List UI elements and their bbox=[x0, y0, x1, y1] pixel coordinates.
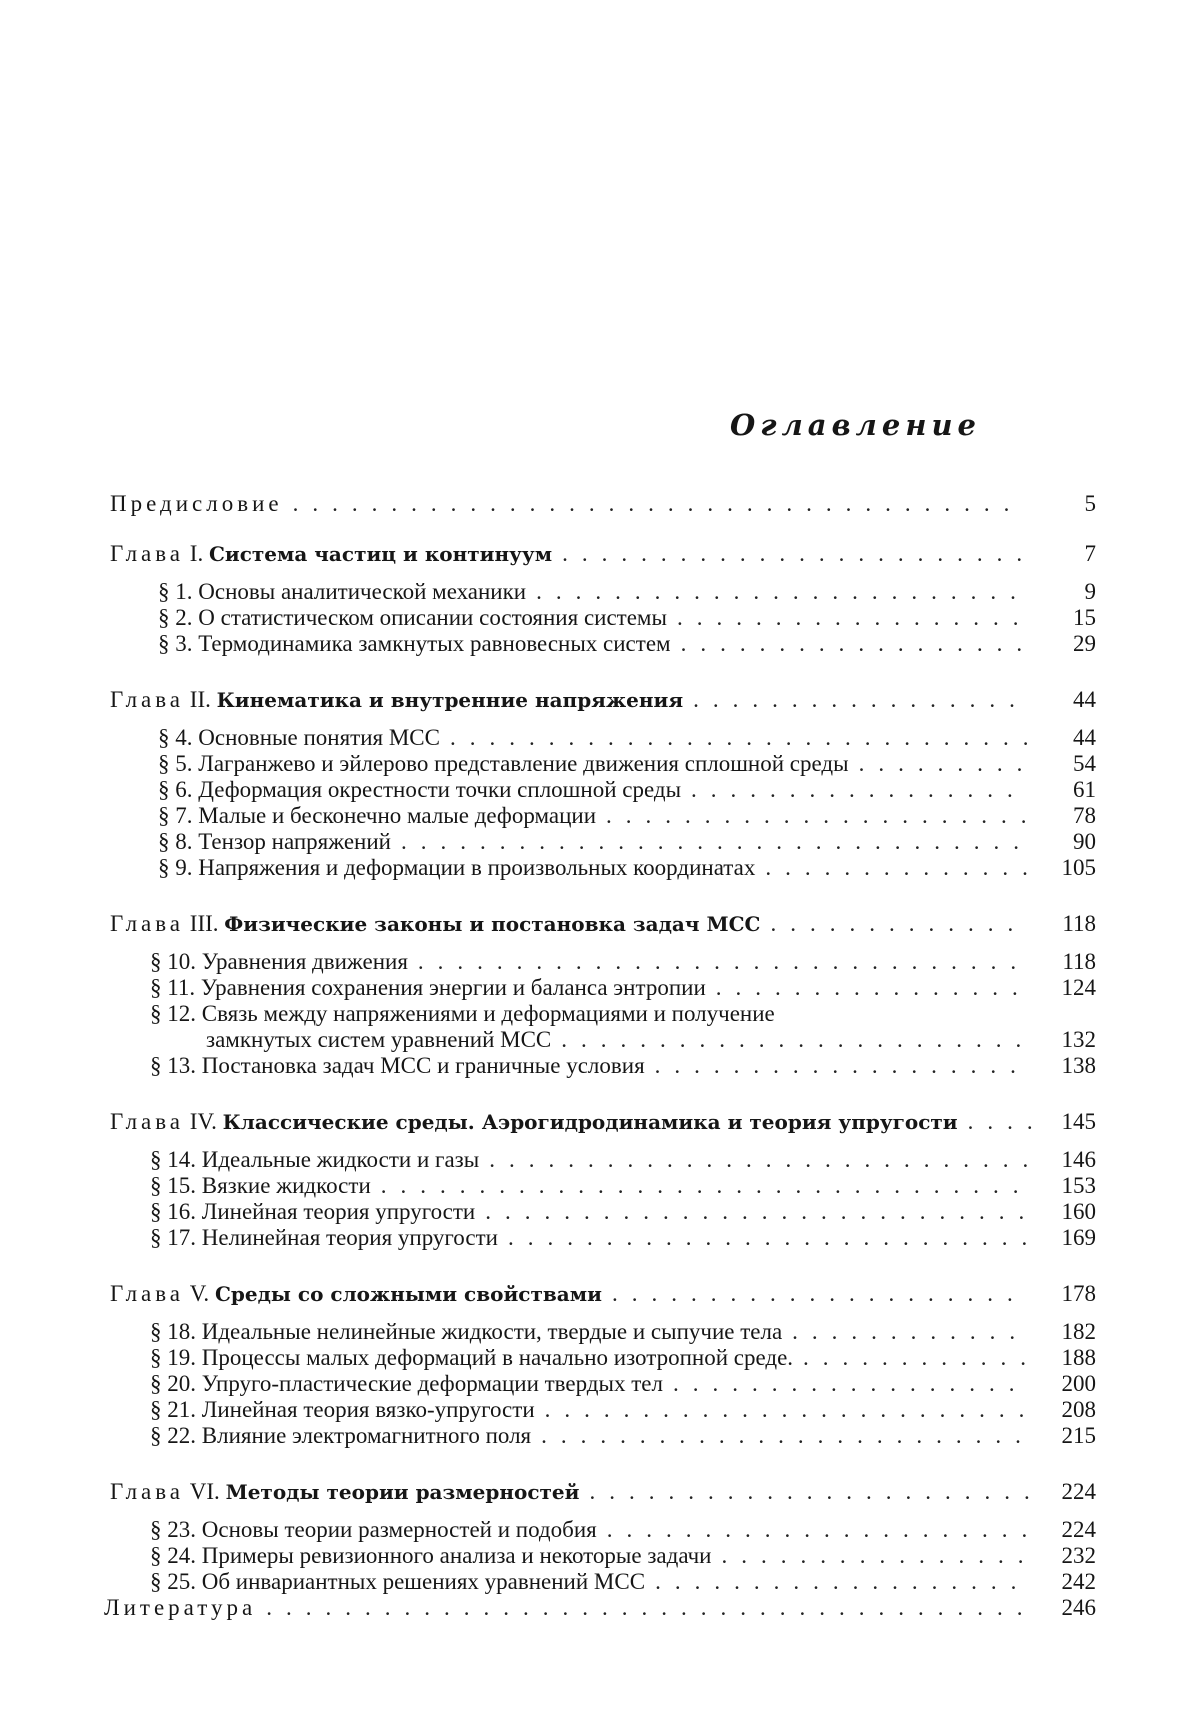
toc-section-24-text bbox=[150, 1543, 712, 1569]
section-number: § 18. bbox=[150, 1319, 196, 1344]
chapter-number: IV. bbox=[189, 1109, 217, 1134]
toc-chapter-4-text bbox=[110, 1109, 958, 1135]
section-title: Линейная теория вязко-упругости bbox=[201, 1397, 535, 1422]
chapter-prefix: Глава bbox=[110, 1479, 185, 1504]
section-number: § 25. bbox=[150, 1569, 196, 1594]
toc-section-12-text bbox=[206, 1027, 551, 1053]
chapter-name: Физические законы и постановка задач МСС bbox=[224, 912, 761, 936]
toc-section-6[interactable] bbox=[158, 777, 1096, 803]
toc-section-1-text bbox=[158, 579, 526, 605]
section-number: § 16. bbox=[150, 1199, 196, 1224]
toc-section-10[interactable] bbox=[150, 949, 1096, 975]
toc-section-19-text bbox=[150, 1345, 793, 1371]
chapter-prefix: Глава bbox=[110, 911, 185, 936]
preface-label: Предисловие bbox=[110, 491, 283, 516]
toc-section-5-text bbox=[158, 751, 849, 777]
chapter-number: III. bbox=[189, 911, 219, 936]
dot-leader: ..................... bbox=[611, 1281, 1027, 1306]
chapter-prefix: Глава bbox=[110, 1281, 185, 1306]
chapter-number: VI. bbox=[189, 1479, 220, 1504]
toc-section-9-text bbox=[158, 855, 755, 881]
dot-leader: ......................... bbox=[536, 579, 1030, 604]
section-title: О статистическом описании состояния системы bbox=[198, 605, 667, 630]
page-number: 15 bbox=[1073, 605, 1096, 630]
section-title: Основы аналитической механики bbox=[198, 579, 527, 604]
toc-section-15[interactable] bbox=[150, 1173, 1096, 1199]
toc-section-22-text bbox=[150, 1423, 531, 1449]
toc-section-14-text bbox=[150, 1147, 479, 1173]
page-number: 200 bbox=[1061, 1371, 1096, 1396]
page-number: 105 bbox=[1061, 855, 1096, 880]
dot-leader: ............ bbox=[803, 1345, 1041, 1370]
toc-section-13[interactable] bbox=[150, 1053, 1096, 1079]
chapter-name: Система частиц и континуум bbox=[208, 542, 553, 566]
toc-section-18[interactable] bbox=[150, 1319, 1096, 1345]
toc-section-11[interactable] bbox=[150, 975, 1096, 1001]
section-title: Термодинамика замкнутых равновесных систем bbox=[198, 631, 671, 656]
chapter-number: I. bbox=[189, 541, 204, 566]
section-number: § 3. bbox=[158, 631, 193, 656]
toc-section-3[interactable] bbox=[158, 631, 1096, 657]
dot-leader: ................................ bbox=[400, 829, 1033, 854]
toc-section-23-text bbox=[150, 1517, 597, 1543]
section-title: Основы теории размерностей и подобия bbox=[201, 1517, 597, 1542]
chapter-prefix: Глава bbox=[110, 541, 185, 566]
page-number: 118 bbox=[1062, 911, 1096, 936]
dot-leader: ......................... bbox=[541, 1423, 1035, 1448]
section-number: § 10. bbox=[150, 949, 196, 974]
chapter-prefix: Глава bbox=[110, 687, 185, 712]
chapter-name: Среды со сложными свойствами bbox=[214, 1282, 602, 1306]
dot-leader: ..................................... bbox=[292, 491, 1024, 516]
toc-section-7[interactable] bbox=[158, 803, 1096, 829]
section-number: § 6. bbox=[158, 777, 193, 802]
dot-leader: ............. bbox=[770, 911, 1028, 936]
toc-section-15-text bbox=[150, 1173, 371, 1199]
section-title: Основные понятия МСС bbox=[198, 725, 440, 750]
toc-section-line bbox=[150, 1001, 775, 1027]
dot-leader: .................. bbox=[676, 605, 1033, 630]
section-title: Связь между напряжениями и деформациями и получение bbox=[201, 1001, 775, 1026]
dot-leader: ............ bbox=[792, 1319, 1030, 1344]
page-number: 224 bbox=[1061, 1517, 1096, 1542]
dot-leader: ................ bbox=[715, 975, 1032, 1000]
section-title: Идеальные жидкости и газы bbox=[201, 1147, 480, 1172]
page-number: 54 bbox=[1073, 751, 1096, 776]
toc-section-21-text bbox=[150, 1397, 535, 1423]
section-number: § 24. bbox=[150, 1543, 196, 1568]
page-number: 90 bbox=[1073, 829, 1096, 854]
toc-section-12[interactable] bbox=[206, 1027, 1096, 1053]
toc-preface[interactable] bbox=[110, 491, 1096, 517]
toc-section-25[interactable] bbox=[150, 1569, 1096, 1595]
dot-leader: ...................... bbox=[606, 1517, 1042, 1542]
toc-section-5[interactable] bbox=[158, 751, 1096, 777]
dot-leader: .............. bbox=[765, 855, 1042, 880]
toc-section-3-text bbox=[158, 631, 671, 657]
dot-leader: ....................................... bbox=[266, 1595, 1037, 1620]
page-number: 153 bbox=[1061, 1173, 1096, 1198]
toc-section-4[interactable] bbox=[158, 725, 1096, 751]
chapter-prefix: Глава bbox=[110, 1109, 185, 1134]
page-number: 242 bbox=[1061, 1569, 1096, 1594]
page-number: 7 bbox=[1084, 541, 1096, 566]
page-number: 145 bbox=[1061, 1109, 1096, 1134]
toc-section-17[interactable] bbox=[150, 1225, 1096, 1251]
page-number: 246 bbox=[1061, 1595, 1096, 1620]
toc-section-16[interactable] bbox=[150, 1199, 1096, 1225]
page-number: 132 bbox=[1061, 1027, 1096, 1052]
page-number: 232 bbox=[1061, 1543, 1096, 1568]
section-number: § 5. bbox=[158, 751, 193, 776]
section-number: § 15. bbox=[150, 1173, 196, 1198]
page-number: 9 bbox=[1084, 579, 1096, 604]
section-number: § 8. bbox=[158, 829, 193, 854]
chapter-number: II. bbox=[189, 687, 211, 712]
section-title: Влияние электромагнитного поля bbox=[201, 1423, 532, 1448]
dot-leader: ...................... bbox=[606, 803, 1041, 828]
section-title: Об инвариантных решениях уравнений МСС bbox=[201, 1569, 646, 1594]
dot-leader: ............................ bbox=[489, 1147, 1043, 1172]
section-number: § 19. bbox=[150, 1345, 196, 1370]
section-number: § 9. bbox=[158, 855, 193, 880]
toc-section-20-text bbox=[150, 1371, 663, 1397]
toc-section-23[interactable] bbox=[150, 1517, 1096, 1543]
toc-section-2-text bbox=[158, 605, 667, 631]
toc-section-6-text bbox=[158, 777, 681, 803]
toc-chapter-2[interactable] bbox=[110, 687, 1096, 713]
toc-section-8-text bbox=[158, 829, 391, 855]
section-number: § 22. bbox=[150, 1423, 196, 1448]
page-number: 182 bbox=[1061, 1319, 1096, 1344]
section-title: Линейная теория упругости bbox=[201, 1199, 476, 1224]
section-title: Упруго-пластические деформации твердых тел bbox=[201, 1371, 663, 1396]
dot-leader: ........................ bbox=[562, 541, 1037, 566]
toc-section-4-text bbox=[158, 725, 440, 751]
section-number: § 11. bbox=[150, 975, 196, 1000]
section-number: § 4. bbox=[158, 725, 193, 750]
dot-leader: ................ bbox=[721, 1543, 1038, 1568]
page-number: 138 bbox=[1061, 1053, 1096, 1078]
chapter-name: Методы теории размерностей bbox=[225, 1480, 580, 1504]
toc-chapter-5-text bbox=[110, 1281, 602, 1307]
toc-section-24[interactable] bbox=[150, 1543, 1096, 1569]
section-number: § 2. bbox=[158, 605, 193, 630]
page-number: 178 bbox=[1061, 1281, 1096, 1306]
literature-label: Литература bbox=[104, 1595, 257, 1620]
chapter-name: Классические среды. Аэрогидродинамика и теория упругости bbox=[222, 1110, 958, 1134]
page-number: 224 bbox=[1061, 1479, 1096, 1504]
dot-leader: .................. bbox=[672, 1371, 1029, 1396]
toc-section-22[interactable] bbox=[150, 1423, 1096, 1449]
section-number: § 21. bbox=[150, 1397, 196, 1422]
section-title: Деформация окрестности точки сплошной среды bbox=[198, 777, 682, 802]
dot-leader: ........................ bbox=[561, 1027, 1036, 1052]
section-number: § 7. bbox=[158, 803, 193, 828]
section-title: Вязкие жидкости bbox=[201, 1173, 371, 1198]
toc-chapter-4[interactable] bbox=[110, 1109, 1096, 1135]
toc-chapter-1[interactable] bbox=[110, 541, 1096, 567]
dot-leader: ......... bbox=[858, 751, 1037, 776]
section-number: § 14. bbox=[150, 1147, 196, 1172]
toc-section-19[interactable] bbox=[150, 1345, 1096, 1371]
section-number: § 20. bbox=[150, 1371, 196, 1396]
section-title: Нелинейная теория упругости bbox=[201, 1225, 498, 1250]
toc-section-18-text bbox=[150, 1319, 782, 1345]
page-number: 124 bbox=[1061, 975, 1096, 1000]
page-number: 44 bbox=[1073, 725, 1096, 750]
page-number: 78 bbox=[1073, 803, 1096, 828]
toc-section-10-text bbox=[150, 949, 408, 975]
page-number: 160 bbox=[1061, 1199, 1096, 1224]
dot-leader: ......................... bbox=[544, 1397, 1039, 1422]
page-number: 146 bbox=[1061, 1147, 1096, 1172]
page-number: 169 bbox=[1061, 1225, 1096, 1250]
toc-section-8[interactable] bbox=[158, 829, 1096, 855]
toc-section-14[interactable] bbox=[150, 1147, 1096, 1173]
toc-section-7-text bbox=[158, 803, 596, 829]
page-number: 29 bbox=[1073, 631, 1096, 656]
dot-leader: ................. bbox=[691, 777, 1027, 802]
toc-literature-text bbox=[104, 1595, 256, 1621]
page-number: 5 bbox=[1084, 491, 1096, 516]
toc-chapter-5[interactable] bbox=[110, 1281, 1096, 1307]
page-number: 215 bbox=[1061, 1423, 1096, 1448]
toc-section-11-text bbox=[150, 975, 706, 1001]
page-number: 61 bbox=[1073, 777, 1096, 802]
section-title: Напряжения и деформации в произвольных координатах bbox=[198, 855, 756, 880]
section-title: Процессы малых деформаций в начально изотропной среде. bbox=[201, 1345, 794, 1370]
dot-leader: ........................... bbox=[507, 1225, 1042, 1250]
chapter-number: V. bbox=[189, 1281, 210, 1306]
toc-section-13-text bbox=[150, 1053, 645, 1079]
dot-leader: .............................. bbox=[449, 725, 1043, 750]
dot-leader: ................... bbox=[654, 1053, 1030, 1078]
page-number: 188 bbox=[1061, 1345, 1096, 1370]
page-number: 118 bbox=[1062, 949, 1096, 974]
toc-literature[interactable] bbox=[104, 1595, 1096, 1621]
dot-leader: ................... bbox=[655, 1569, 1031, 1594]
toc-section-16-text bbox=[150, 1199, 475, 1225]
toc-section-25-text bbox=[150, 1569, 645, 1595]
section-number: § 17. bbox=[150, 1225, 196, 1250]
section-title: Идеальные нелинейные жидкости, твердые и сыпучие тела bbox=[201, 1319, 783, 1344]
dot-leader: ................. bbox=[693, 687, 1029, 712]
toc-chapter-3-text bbox=[110, 911, 760, 937]
page-number: 44 bbox=[1073, 687, 1096, 712]
toc-section-2[interactable] bbox=[158, 605, 1096, 631]
chapter-name: Кинематика и внутренние напряжения bbox=[216, 688, 684, 712]
dot-leader: ................................. bbox=[380, 1173, 1033, 1198]
section-title: Уравнения сохранения энергии и баланса энтропии bbox=[200, 975, 706, 1000]
section-title: Уравнения движения bbox=[201, 949, 408, 974]
section-number: § 23. bbox=[150, 1517, 196, 1542]
dot-leader: .................. bbox=[680, 631, 1037, 656]
section-title: Лагранжево и эйлерово представление движения сплошной среды bbox=[198, 751, 849, 776]
toc-section-1[interactable] bbox=[158, 579, 1096, 605]
toc-chapter-3[interactable] bbox=[110, 911, 1096, 937]
dot-leader: ............................ bbox=[485, 1199, 1039, 1224]
toc-chapter-1-text bbox=[110, 541, 552, 567]
toc-section-20[interactable] bbox=[150, 1371, 1096, 1397]
dot-leader: ............................... bbox=[417, 949, 1031, 974]
section-number: § 12. bbox=[150, 1001, 196, 1026]
toc-section-17-text bbox=[150, 1225, 498, 1251]
toc-chapter-6-text bbox=[110, 1479, 579, 1505]
page-number: 208 bbox=[1061, 1397, 1096, 1422]
section-title-continued: замкнутых систем уравнений МСС bbox=[206, 1027, 552, 1052]
section-title: Малые и бесконечно малые деформации bbox=[198, 803, 596, 828]
section-number: § 1. bbox=[158, 579, 193, 604]
toc-section-21[interactable] bbox=[150, 1397, 1096, 1423]
section-title: Тензор напряжений bbox=[198, 829, 391, 854]
toc-section-9[interactable] bbox=[158, 855, 1096, 881]
dot-leader: .... bbox=[967, 1109, 1047, 1134]
section-title: Примеры ревизионного анализа и некоторые задачи bbox=[201, 1543, 712, 1568]
page-title: Оглавление bbox=[730, 408, 981, 442]
toc-chapter-6[interactable] bbox=[110, 1479, 1096, 1505]
toc-chapter-2-text bbox=[110, 687, 683, 713]
section-title: Постановка задач МСС и граничные условия bbox=[201, 1053, 645, 1078]
toc-preface-text bbox=[110, 491, 283, 517]
dot-leader: ....................... bbox=[589, 1479, 1044, 1504]
section-number: § 13. bbox=[150, 1053, 196, 1078]
